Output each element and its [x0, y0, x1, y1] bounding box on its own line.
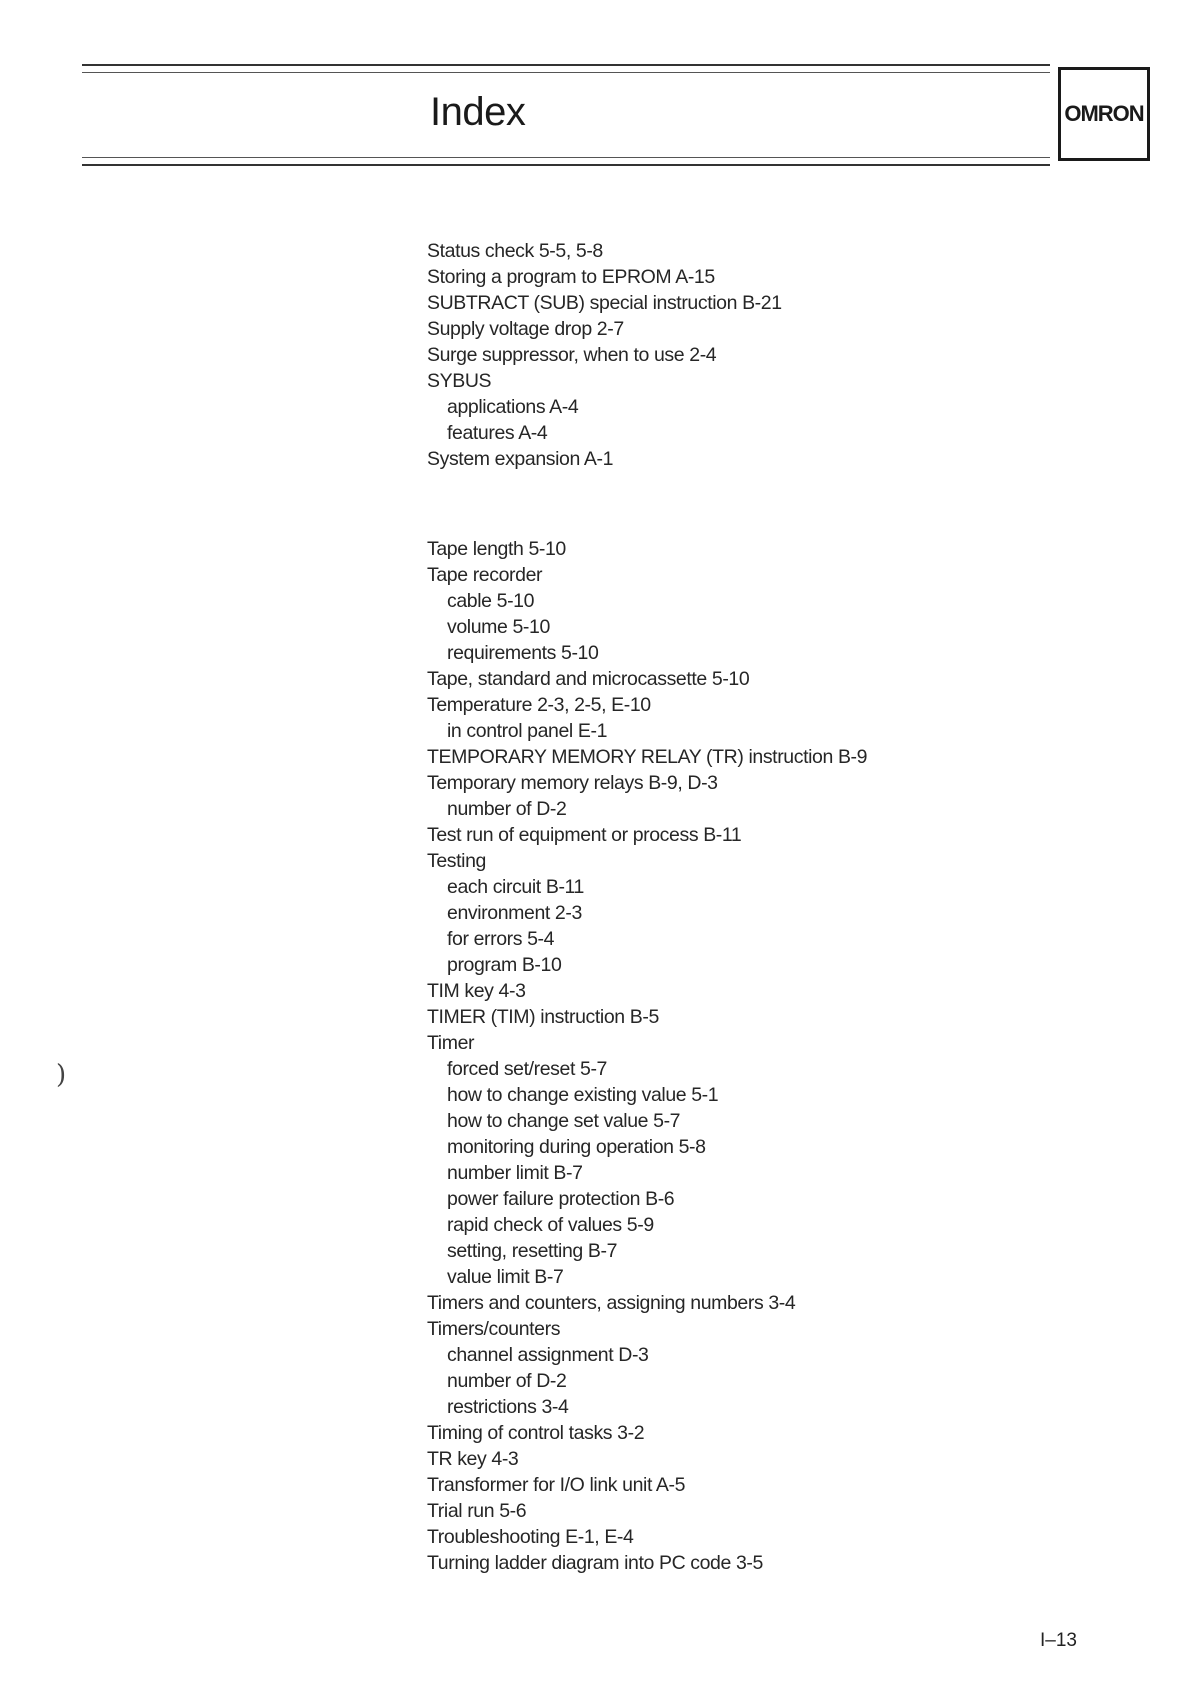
index-subentry: setting, resetting B-7: [447, 1240, 618, 1262]
index-entry: Temporary memory relays B-9, D-3: [427, 772, 718, 794]
index-entry: Timing of control tasks 3-2: [427, 1422, 645, 1444]
index-subentry: rapid check of values 5-9: [447, 1214, 654, 1236]
index-subentry: power failure protection B-6: [447, 1188, 675, 1210]
index-entry: System expansion A-1: [427, 448, 614, 470]
index-subentry: applications A-4: [447, 396, 579, 418]
logo-text: OMRON: [1064, 101, 1144, 126]
index-section-t: [427, 536, 867, 1576]
index-subentry: number of D-2: [447, 798, 567, 820]
index-entry: Trial run 5-6: [427, 1500, 527, 1522]
header-rule-top-thin: [82, 72, 1050, 73]
index-entry: Test run of equipment or process B-11: [427, 824, 742, 846]
index-subentry: features A-4: [447, 422, 548, 444]
index-subentry: channel assignment D-3: [447, 1344, 649, 1366]
index-entry: Supply voltage drop 2-7: [427, 318, 624, 340]
index-entry: Turning ladder diagram into PC code 3-5: [427, 1552, 763, 1574]
index-entry: Timers/counters: [427, 1318, 561, 1340]
index-entry: Troubleshooting E-1, E-4: [427, 1526, 634, 1548]
index-entry: SYBUS: [427, 370, 492, 392]
index-subentry: how to change existing value 5-1: [447, 1084, 719, 1106]
header-rule-bottom: [82, 164, 1050, 166]
index-entry: Surge suppressor, when to use 2-4: [427, 344, 717, 366]
index-entry: Temperature 2-3, 2-5, E-10: [427, 694, 651, 716]
index-subentry: each circuit B-11: [447, 876, 584, 898]
header-rule-bottom-thin: [82, 157, 1050, 158]
index-subentry: environment 2-3: [447, 902, 582, 924]
index-subentry: requirements 5-10: [447, 642, 599, 664]
index-subentry: number limit B-7: [447, 1162, 583, 1184]
page-number: I–13: [1040, 1630, 1077, 1651]
index-entry: Tape, standard and microcassette 5-10: [427, 668, 750, 690]
index-subentry: monitoring during operation 5-8: [447, 1136, 706, 1158]
index-entry: SUBTRACT (SUB) special instruction B-21: [427, 292, 782, 314]
index-subentry: program B-10: [447, 954, 562, 976]
index-subentry: number of D-2: [447, 1370, 567, 1392]
header-rule-top: [82, 64, 1050, 66]
index-subentry: for errors 5-4: [447, 928, 555, 950]
page-title: Index: [430, 90, 526, 134]
omron-logo: [1058, 67, 1150, 161]
index-entry: Storing a program to EPROM A-15: [427, 266, 715, 288]
index-subentry: volume 5-10: [447, 616, 550, 638]
index-subentry: restrictions 3-4: [447, 1396, 569, 1418]
index-subentry: how to change set value 5-7: [447, 1110, 681, 1132]
index-subentry: value limit B-7: [447, 1266, 564, 1288]
index-entry: Transformer for I/O link unit A-5: [427, 1474, 686, 1496]
index-entry: TIMER (TIM) instruction B-5: [427, 1006, 659, 1028]
index-entry: Timer: [427, 1032, 475, 1054]
index-entry: Status check 5-5, 5-8: [427, 240, 603, 262]
index-entry: Tape length 5-10: [427, 538, 566, 560]
index-entry: TEMPORARY MEMORY RELAY (TR) instruction B-9: [427, 746, 868, 768]
index-entry: Testing: [427, 850, 486, 872]
index-entry: TIM key 4-3: [427, 980, 526, 1002]
index-subentry: in control panel E-1: [447, 720, 608, 742]
index-entry: Timers and counters, assigning numbers 3-4: [427, 1292, 796, 1314]
index-entry: Tape recorder: [427, 564, 543, 586]
index-entry: TR key 4-3: [427, 1448, 519, 1470]
margin-mark: ): [56, 1060, 67, 1090]
index-subentry: cable 5-10: [447, 590, 535, 612]
index-section-s: [427, 238, 782, 472]
index-subentry: forced set/reset 5-7: [447, 1058, 607, 1080]
